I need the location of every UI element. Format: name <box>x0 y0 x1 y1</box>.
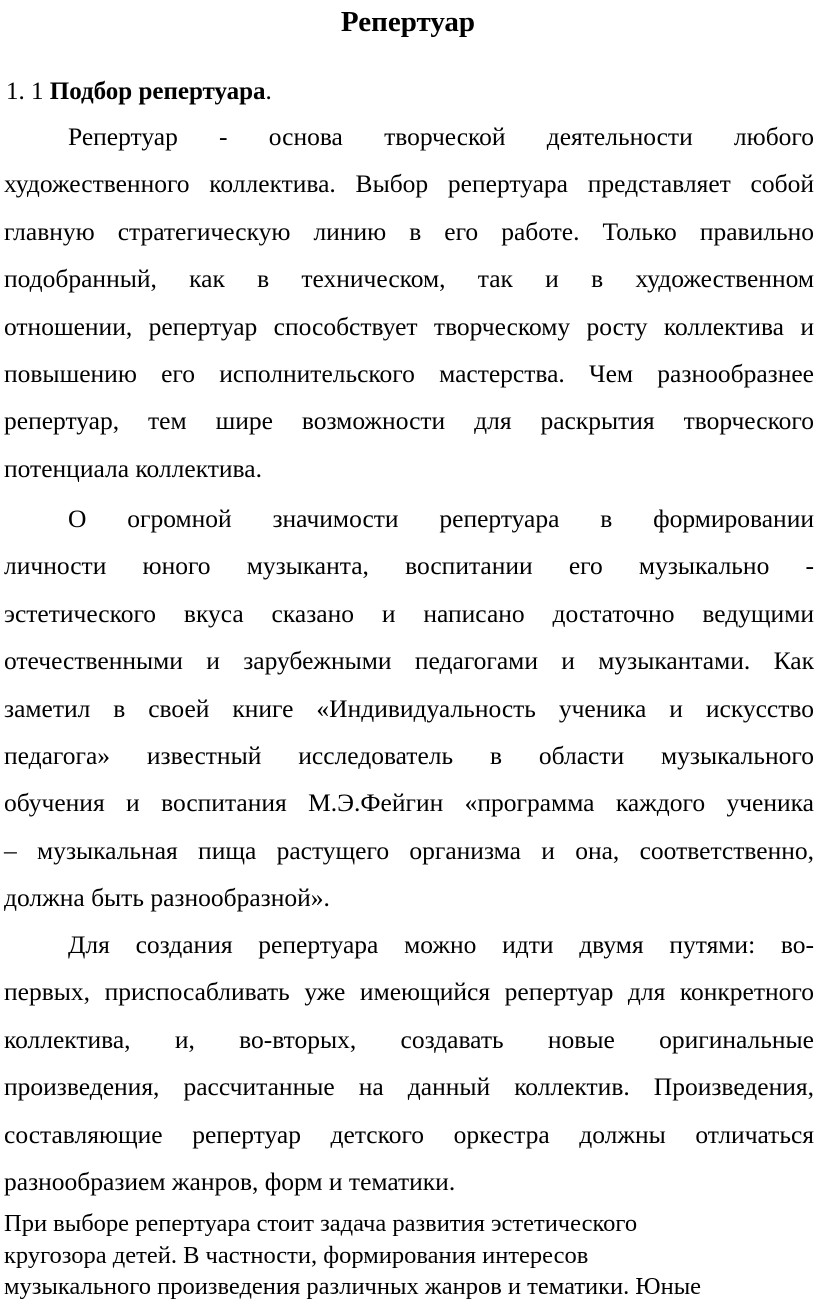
paragraph-line: О огромной значимости репертуара в формировании <box>68 504 814 533</box>
paragraph-line: главную стратегическую линию в его работе. Только правильно <box>4 216 814 246</box>
paragraph-line: музыкального произведения различных жанров и тематики. Юные <box>4 1273 702 1300</box>
paragraph-line: художественного коллектива. Выбор репертуара представляет собой <box>4 169 814 199</box>
paragraph-line: репертуар, тем шире возможности для раскрытия творческого <box>4 406 814 436</box>
paragraph-line: разнообразием жанров, форм и тематики. <box>4 1167 456 1197</box>
paragraph-line: педагога» известный исследователь в области музыкального <box>4 741 814 771</box>
paragraph-1 <box>4 113 814 492</box>
paragraph-4 <box>4 1208 804 1303</box>
paragraph-line: произведения, рассчитанные на данный коллектив. Произведения, <box>4 1072 814 1102</box>
document-title: Репертуар <box>340 6 476 38</box>
paragraph-line: составляющие репертуар детского оркестра должны отличаться <box>4 1119 814 1149</box>
paragraph-line: отношении, репертуар способствует творческому росту коллектива и <box>4 311 814 341</box>
paragraph-line: коллектива, и, во-вторых, создавать новые оригинальные <box>4 1024 814 1054</box>
paragraph-line: первых, приспосабливать уже имеющийся репертуар для конкретного <box>4 977 814 1007</box>
paragraph-3 <box>4 921 814 1205</box>
paragraph-line: потенциала коллектива. <box>4 453 262 483</box>
paragraph-line: подобранный, как в техническом, так и в художественном <box>4 264 814 294</box>
paragraph-line: должна быть разнообразной». <box>4 883 330 913</box>
section-heading-text: Подбор репертуара <box>49 78 266 105</box>
paragraph-line: повышению его исполнительского мастерства. Чем разнообразнее <box>4 359 814 389</box>
section-heading <box>6 76 272 108</box>
paragraph-line: отечественными и зарубежными педагогами и музыкантами. Как <box>4 646 814 676</box>
section-heading-suffix: . <box>265 78 272 105</box>
paragraph-line: обучения и воспитания М.Э.Фейгин «программа каждого ученика <box>4 788 814 818</box>
paragraph-line: – музыкальная пища растущего организма и она, соответственно, <box>4 835 814 865</box>
paragraph-line: Для создания репертуара можно идти двумя путями: во- <box>68 930 814 959</box>
paragraph-line: личности юного музыканта, воспитании его музыкально - <box>4 551 814 581</box>
paragraph-line: При выборе репертуара стоит задача развития эстетического <box>4 1210 638 1237</box>
paragraph-line: Репертуар - основа творческой деятельности любого <box>68 122 814 151</box>
section-number: 1. 1 <box>6 78 44 105</box>
paragraph-2 <box>4 495 814 922</box>
paragraph-line: заметил в своей книге «Индивидуальность ученика и искусство <box>4 693 814 723</box>
paragraph-line: эстетического вкуса сказано и написано достаточно ведущими <box>4 598 814 628</box>
paragraph-line: кругозора детей. В частности, формирования интересов <box>4 1241 589 1269</box>
